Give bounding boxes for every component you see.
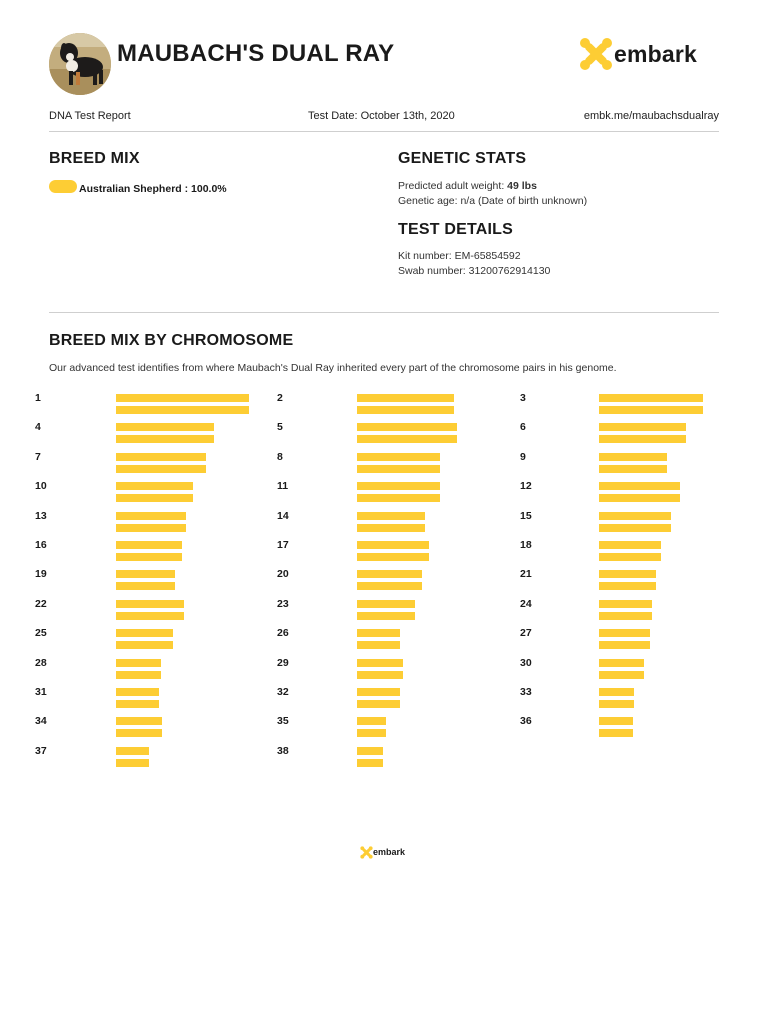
chromosome-2-bar-2 [357,406,454,414]
chromosome-12-bar-2 [599,494,680,502]
chromosome-18-bar-1 [599,541,661,549]
chromosome-8-bar-2 [357,465,440,473]
chromosome-number-25: 25 [35,627,47,640]
test-details-heading: TEST DETAILS [398,221,513,238]
chromosome-30-bar-1 [599,659,644,667]
breed-mix-item-label: Australian Shepherd : 100.0% [79,183,227,195]
chromosome-22-bar-2 [116,612,184,620]
chromosome-number-37: 37 [35,744,47,757]
chromosome-17-bar-2 [357,553,429,561]
chromosome-number-33: 33 [520,686,532,698]
chromosome-number-17: 17 [277,539,289,551]
chromosome-number-20: 20 [277,568,289,581]
chromosome-34-bar-2 [116,729,162,737]
chromosome-number-24: 24 [520,597,532,610]
chromosome-19-bar-2 [116,582,175,590]
chromosome-24-bar-2 [599,612,652,620]
chromosome-38-bar-1 [357,747,383,755]
profile-url[interactable]: embk.me/maubachsdualray [583,110,719,122]
chromosome-10-bar-1 [116,482,193,490]
chromosome-number-10: 10 [35,480,47,493]
chromosome-6-bar-1 [599,423,686,431]
chromosome-5-bar-2 [357,435,457,443]
test-date: Test Date: October 13th, 2020 [308,110,455,122]
chromosome-number-2: 2 [277,392,283,404]
chromosome-20-bar-1 [357,570,422,578]
chromosome-number-14: 14 [277,509,289,522]
chromosome-28-bar-2 [116,671,161,679]
chromosome-number-28: 28 [35,656,47,669]
chromosome-4-bar-2 [116,435,214,443]
chromosome-number-16: 16 [35,539,47,551]
chromosome-heading: BREED MIX BY CHROMOSOME [49,332,294,349]
chromosome-number-35: 35 [277,715,289,728]
footer-embark-bone-icon [360,846,373,859]
chromosome-29-bar-2 [357,671,403,679]
chromosome-number-4: 4 [35,421,41,434]
chromosome-number-31: 31 [35,686,47,698]
chromosome-number-38: 38 [277,744,289,757]
chromosome-number-18: 18 [520,539,532,551]
chromosome-37-bar-1 [116,747,149,755]
chromosome-36-bar-2 [599,729,633,737]
chromosome-13-bar-1 [116,512,186,520]
chromosome-4-bar-1 [116,423,214,431]
chromosome-21-bar-1 [599,570,656,578]
chromosome-3-bar-1 [599,394,703,402]
chromosome-number-29: 29 [277,656,289,669]
chromosome-28-bar-1 [116,659,161,667]
chromosome-25-bar-1 [116,629,173,637]
chromosome-number-12: 12 [520,480,532,493]
predicted-weight-value: 49 lbs [507,180,537,192]
predicted-weight-label: Predicted adult weight: [398,180,508,192]
chromosome-number-26: 26 [277,627,289,640]
chromosome-15-bar-1 [599,512,671,520]
genetic-stats-heading: GENETIC STATS [398,150,527,167]
chromosome-number-22: 22 [35,597,47,610]
chromosome-number-15: 15 [520,509,532,522]
kit-number: Kit number: EM-65854592 [398,250,521,262]
chromosome-30-bar-2 [599,671,644,679]
chromosome-number-11: 11 [277,480,289,493]
chromosome-11-bar-1 [357,482,440,490]
chromosome-number-1: 1 [35,392,41,404]
chromosome-21-bar-2 [599,582,656,590]
chromosome-27-bar-2 [599,641,650,649]
chromosome-number-8: 8 [277,450,283,463]
chromosome-1-bar-2 [116,406,249,414]
chromosome-6-bar-2 [599,435,686,443]
footer-wordmark: embark [373,847,406,857]
chromosome-12-bar-1 [599,482,680,490]
chromosome-number-13: 13 [35,509,47,522]
chromosome-27-bar-1 [599,629,650,637]
chromosome-23-bar-2 [357,612,415,620]
chromosome-35-bar-2 [357,729,386,737]
breed-mix-heading: BREED MIX [49,150,140,167]
swab-number: Swab number: 31200762914130 [398,265,551,277]
chromosome-14-bar-1 [357,512,425,520]
chromosome-26-bar-1 [357,629,400,637]
chromosome-number-30: 30 [520,656,532,669]
chromosome-3-bar-2 [599,406,703,414]
chromosome-number-27: 27 [520,627,532,640]
chromosome-16-bar-2 [116,553,182,561]
chromosome-35-bar-1 [357,717,386,725]
chromosome-number-34: 34 [35,715,47,728]
chromosome-38-bar-2 [357,759,383,767]
chromosome-11-bar-2 [357,494,440,502]
embark-wordmark: embark [614,40,698,67]
chromosome-14-bar-2 [357,524,425,532]
chromosome-18-bar-2 [599,553,661,561]
chromosome-26-bar-2 [357,641,400,649]
chromosome-23-bar-1 [357,600,415,608]
chromosome-31-bar-2 [116,700,159,708]
chromosome-number-9: 9 [520,450,526,463]
chromosome-16-bar-1 [116,541,182,549]
genetic-age-line: Genetic age: n/a (Date of birth unknown) [398,195,588,207]
chromosome-17-bar-1 [357,541,429,549]
chromosome-25-bar-2 [116,641,173,649]
chromosome-10-bar-2 [116,494,193,502]
chromosome-number-23: 23 [277,597,289,610]
dog-name-title: MAUBACH'S DUAL RAY [117,40,395,67]
chromosome-32-bar-1 [357,688,400,696]
chromosome-number-36: 36 [520,715,532,728]
chromosome-37-bar-2 [116,759,149,767]
chromosome-19-bar-1 [116,570,175,578]
chromosome-13-bar-2 [116,524,186,532]
chromosome-34-bar-1 [116,717,162,725]
chromosome-7-bar-1 [116,453,206,461]
chromosome-20-bar-2 [357,582,422,590]
footer-logo [360,845,405,859]
chromosome-9-bar-1 [599,453,667,461]
chromosome-number-21: 21 [520,568,532,581]
chromosome-number-6: 6 [520,421,526,434]
chromosome-22-bar-1 [116,600,184,608]
chromosome-32-bar-2 [357,700,400,708]
chromosome-number-7: 7 [35,450,41,463]
report-type-label: DNA Test Report [49,110,131,122]
chromosome-15-bar-2 [599,524,671,532]
chromosome-number-19: 19 [35,568,47,581]
chromosome-33-bar-1 [599,688,634,696]
chromosome-33-bar-2 [599,700,634,708]
chromosome-2-bar-1 [357,394,454,402]
chromosome-8-bar-1 [357,453,440,461]
chromosome-36-bar-1 [599,717,633,725]
chromosome-5-bar-1 [357,423,457,431]
chromosome-number-3: 3 [520,392,526,404]
chromosome-description: Our advanced test identifies from where Maubach's Dual Ray inherited every part of the chromosome pairs in his genome. [49,362,617,374]
chromosome-9-bar-2 [599,465,667,473]
chromosome-24-bar-1 [599,600,652,608]
chromosome-7-bar-2 [116,465,206,473]
chromosome-number-32: 32 [277,686,289,698]
chromosome-1-bar-1 [116,394,249,402]
chromosome-number-5: 5 [277,421,283,434]
chromosome-31-bar-1 [116,688,159,696]
chromosome-29-bar-1 [357,659,403,667]
